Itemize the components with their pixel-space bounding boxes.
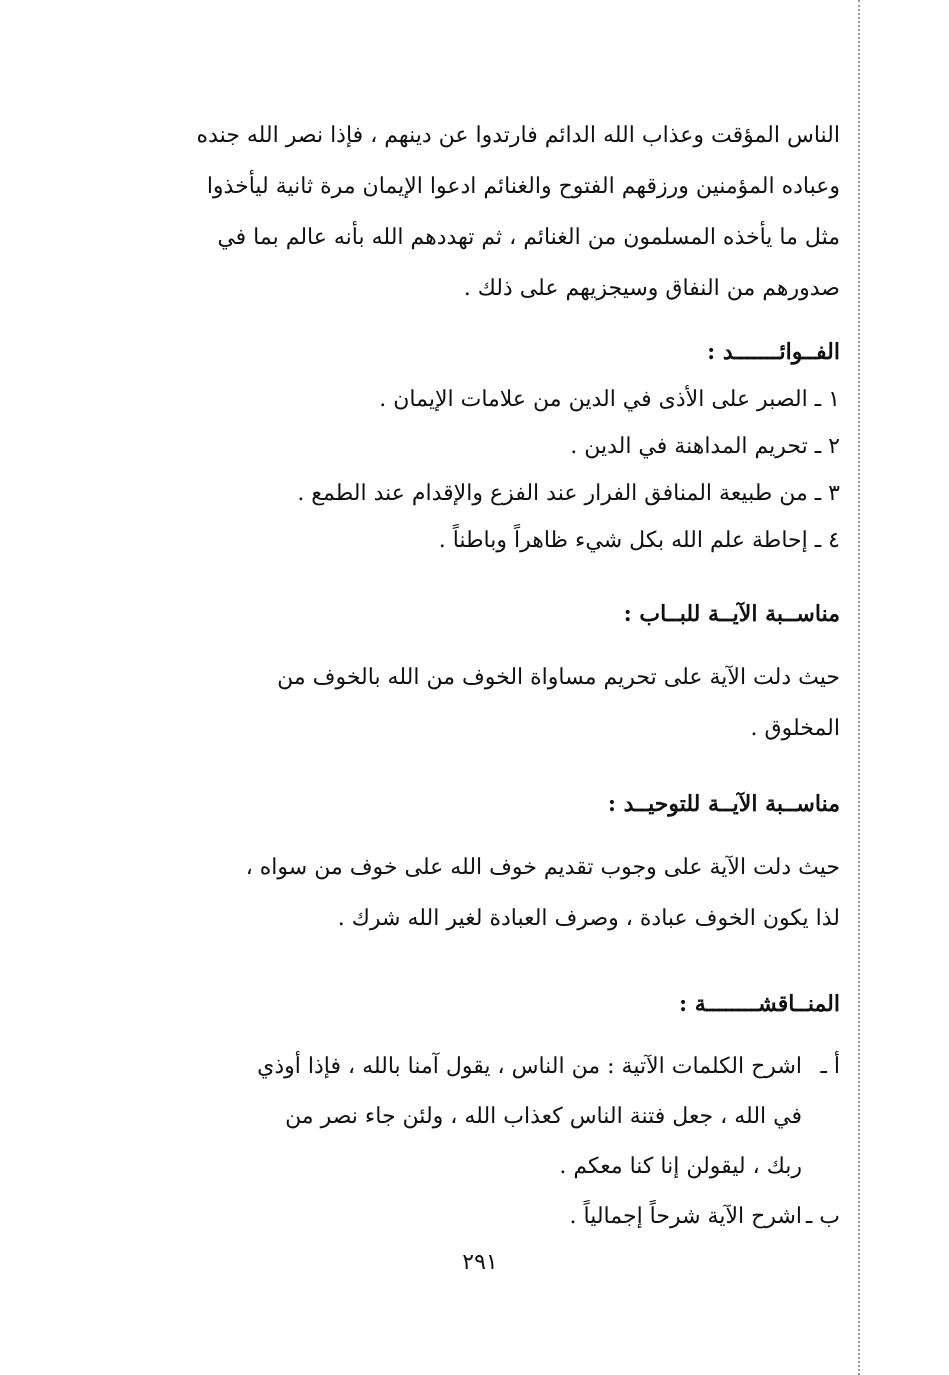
page-number: ٢٩١ (462, 1250, 498, 1275)
benefits-list (150, 376, 840, 564)
list-item: ٢ ـ تحريم المداهنة في الدين . (570, 434, 840, 459)
relevance-tawheed-text (150, 842, 840, 944)
text-line: المخلوق . (750, 716, 840, 741)
question-b-label: ب ـ (805, 1204, 840, 1229)
list-item: ٤ ـ إحاطة علم الله بكل شيء ظاهراً وباطناً . (438, 528, 840, 553)
page-content (150, 110, 840, 1242)
binding-dotted-line (858, 0, 860, 1375)
text-line: وعباده المؤمنين ورزقهم الفتوح والغنائم ادعوا الإيمان مرة ثانية ليأخذوا (206, 174, 840, 199)
list-item: ٣ ـ من طبيعة المنافق الفرار عند الفزع والإقدام عند الطمع . (297, 481, 840, 506)
question-a-line: في الله ، جعل فتنة الناس كعذاب الله ، ولئن جاء نصر من (285, 1104, 802, 1129)
discussion-questions (150, 1042, 840, 1242)
text-line: الناس المؤقت وعذاب الله الدائم فارتدوا عن دينهم ، فإذا نصر الله جنده (196, 123, 840, 148)
question-b-text: اشرح الآية شرحاً إجمالياً . (569, 1204, 802, 1229)
question-b (150, 1192, 840, 1242)
relevance-chapter-heading: مناســبة الآيــة للبــاب : (623, 601, 840, 627)
question-a-line: اشرح الكلمات الآتية : من الناس ، يقول آمنا بالله ، فإذا أوذي (257, 1054, 802, 1079)
discussion-heading: المنــاقشــــــــة : (678, 991, 840, 1017)
benefits-heading: الفــوائـــــــد : (707, 339, 840, 365)
question-a (150, 1042, 840, 1092)
text-line: حيث دلت الآية على وجوب تقديم خوف الله على خوف من سواه ، (245, 855, 840, 880)
relevance-tawheed-heading: مناســبة الآيــة للتوحيــد : (607, 791, 840, 817)
question-a-label: أ ـ (820, 1054, 840, 1079)
question-a-line: ربك ، ليقولن إنا كنا معكم . (559, 1154, 802, 1179)
intro-paragraph (150, 110, 840, 314)
text-line: حيث دلت الآية على تحريم مساواة الخوف من الله بالخوف من (277, 665, 840, 690)
text-line: لذا يكون الخوف عبادة ، وصرف العبادة لغير الله شرك . (337, 906, 840, 931)
text-line: مثل ما يأخذه المسلمون من الغنائم ، ثم تهددهم الله بأنه عالم بما في (217, 225, 840, 250)
relevance-chapter-text (150, 652, 840, 754)
text-line: صدورهم من النفاق وسيجزيهم على ذلك . (463, 276, 840, 301)
list-item: ١ ـ الصبر على الأذى في الدين من علامات الإيمان . (379, 387, 840, 412)
